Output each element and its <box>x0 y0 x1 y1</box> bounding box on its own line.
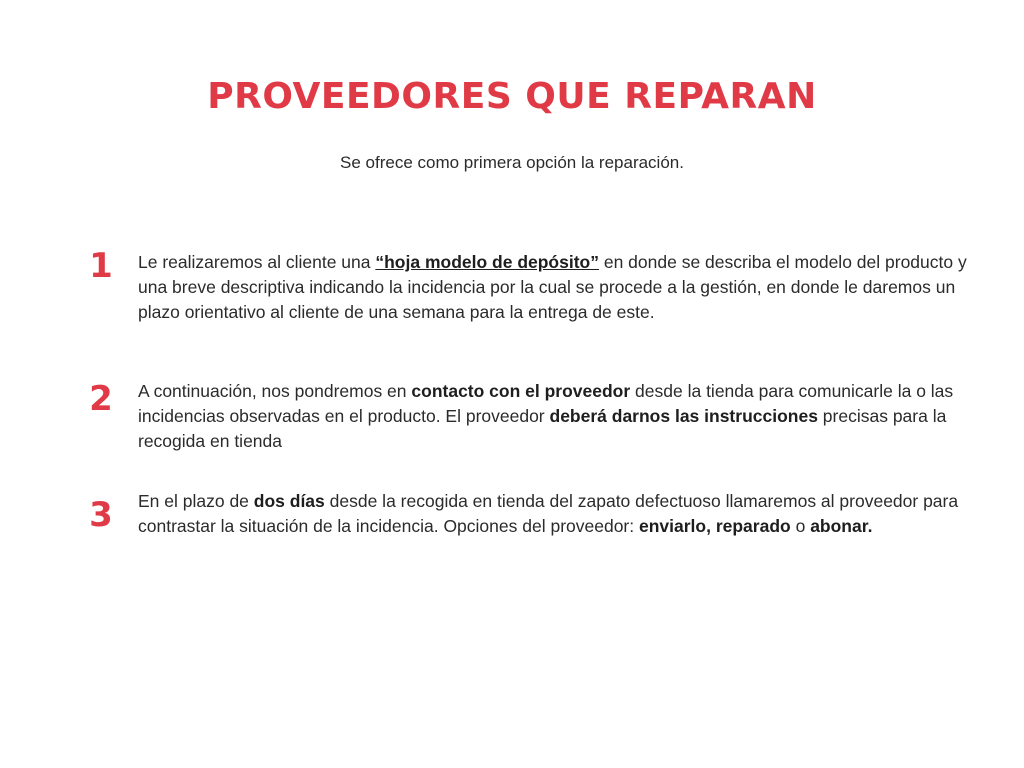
two-days-highlight: dos días <box>253 491 325 511</box>
text-segment: En el plazo de <box>138 491 254 511</box>
step-description <box>138 250 974 325</box>
step-description <box>138 379 974 454</box>
text-segment: desde la recogida en tienda del zapato defectuoso llamaremos al proveedor para contrastar la situación de la incidencia. Opciones del proveedor: <box>138 491 959 536</box>
instructions-highlight: deberá darnos las instrucciones <box>549 406 818 426</box>
step-description <box>138 489 974 539</box>
page-subtitle: Se ofrece como primera opción la reparación. <box>340 153 684 172</box>
text-segment: A continuación, nos pondremos en <box>138 381 412 401</box>
text-segment: desde la tienda para comunicarle la o las incidencias observadas en el producto. El proveedor <box>138 381 954 426</box>
text-segment: en donde se describa el modelo del producto y una breve descriptiva indicando la incidencia por la cual se procede a la gestión, en donde le daremos un plazo orientativo al cliente de una semana para la entrega de este. <box>138 252 967 322</box>
refund-highlight: abonar. <box>810 516 873 536</box>
deposit-form-highlight: “hoja modelo de depósito” <box>375 252 599 272</box>
step-number: 2 <box>89 379 113 419</box>
text-segment: precisas para la recogida en tienda <box>138 406 947 451</box>
text-segment: Le realizaremos al cliente una <box>138 252 376 272</box>
page-title: PROVEEDORES QUE REPARAN <box>207 76 817 117</box>
step-number: 1 <box>89 246 113 286</box>
send-repaired-highlight: enviarlo, reparado <box>638 516 791 536</box>
contact-supplier-highlight: contacto con el proveedor <box>411 381 631 401</box>
text-segment: o <box>790 516 811 536</box>
step-number: 3 <box>89 495 113 535</box>
